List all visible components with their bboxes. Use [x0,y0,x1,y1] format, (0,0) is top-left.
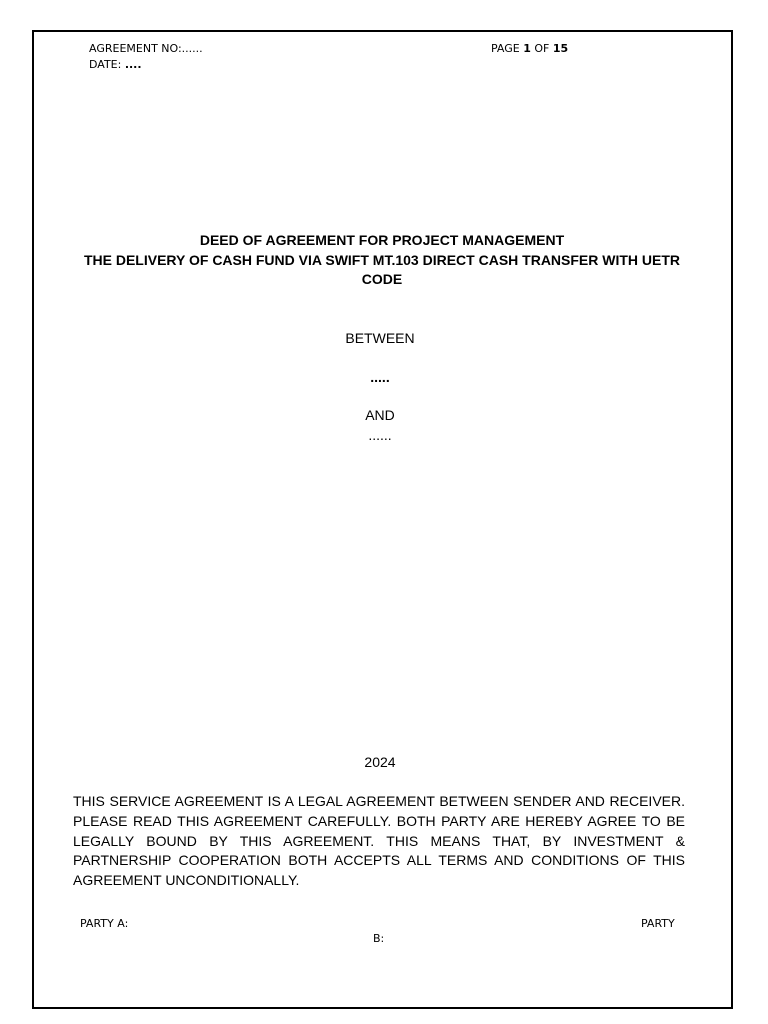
page-number: 1 [523,42,531,55]
agreement-date [89,57,142,73]
agreement-year: 2024 [364,754,396,770]
agreement-number: AGREEMENT NO:...... [89,42,203,55]
document-title-line-1: DEED OF AGREEMENT FOR PROJECT MANAGEMENT [199,232,565,248]
page-label: PAGE [491,42,524,55]
page-of-label: OF [530,42,553,55]
party-b-label-part-1: PARTY [641,917,675,930]
party-a-label: PARTY A: [80,917,129,930]
page-indicator [491,41,568,57]
second-party-placeholder: ...... [368,427,392,443]
document-title-line-2: THE DELIVERY OF CASH FUND VIA SWIFT MT.103 DIRECT CASH TRANSFER WITH UETR [83,252,681,268]
date-label: DATE: [89,58,125,71]
between-label: BETWEEN [345,330,415,346]
party-b-label-part-2: B: [373,932,385,945]
document-title-line-3: CODE [361,271,403,287]
page-total: 15 [552,42,569,55]
agreement-statement: THIS SERVICE AGREEMENT IS A LEGAL AGREEMENT BETWEEN SENDER AND RECEIVER. PLEASE READ THIS AGREEMENT CAREFULLY. BOTH PARTY ARE HEREBY AGREE TO BE LEGALLY BOUND BY THIS AGREEMENT. THIS MEANS THAT, BY INVESTMENT & PARTNERSHIP COOPERATION BOTH ACCEPTS ALL TERMS AND CONDITIONS OF THIS AGREEMENT UNCONDITIONALLY. [73,793,685,889]
first-party-placeholder: ..... [370,369,390,385]
date-value: .... [124,58,142,71]
and-label: AND [365,407,395,423]
